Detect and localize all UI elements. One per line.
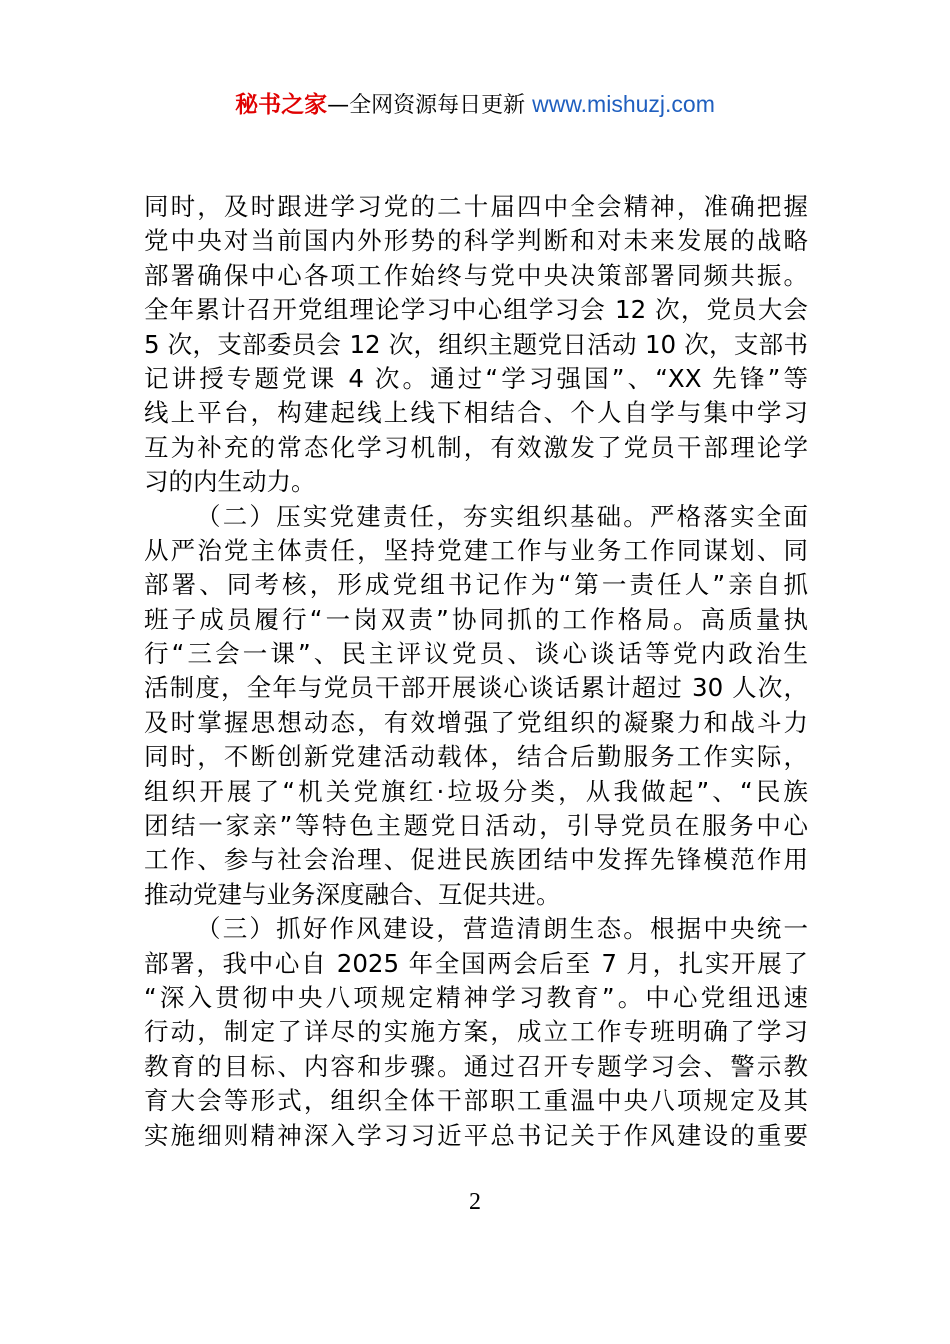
site-brand: 秘书之家: [235, 92, 328, 118]
text-line: 同时，及时跟进学习党的二十届四中全会精神，准确把握: [144, 192, 808, 221]
text-line: 教育的目标、内容和步骤。通过召开专题学习会、警示教: [144, 1051, 808, 1081]
text-line: 部署，我中心自 2025 年全国两会后至 7 月，扎实开展了: [144, 948, 808, 978]
text-line: 行“三会一课”、民主评议党员、谈心谈话等党内政治生: [144, 639, 808, 669]
site-url: www.mishuzj.com: [532, 91, 715, 117]
text-line: 工作、参与社会治理、促进民族团结中发挥先锋模范作用: [144, 845, 808, 875]
text-line: 部署确保中心各项工作始终与党中央决策部署同频共振。: [144, 260, 808, 290]
text-line: 党中央对当前国内外形势的科学判断和对未来发展的战略: [144, 226, 808, 256]
site-header: [0, 88, 950, 122]
document-body: [144, 190, 808, 1153]
section-heading-line: （二）压实党建责任，夯实组织基础。严格落实全面: [196, 501, 808, 531]
text-line: 班子成员履行“一岗双责”协同抓的工作格局。高质量执: [144, 604, 808, 634]
text-line: 全年累计召开党组理论学习中心组学习会 12 次，党员大会: [144, 295, 808, 325]
text-line: 活制度，全年与党员干部开展谈心谈话累计超过 30 人次，: [144, 673, 808, 703]
site-tagline: —全网资源每日更新: [327, 93, 533, 118]
page-number: 2: [469, 1189, 481, 1215]
text-line: 及时掌握思想动态，有效增强了党组织的凝聚力和战斗力: [144, 707, 808, 737]
text-line: 习的内生动力。: [144, 467, 316, 497]
text-line: 组织开展了“机关党旗红·垃圾分类，从我做起”、“民族: [144, 776, 808, 806]
text-line: 推动党建与业务深度融合、互促共进。: [144, 879, 561, 909]
text-line: 育大会等形式，组织全体干部职工重温中央八项规定及其: [144, 1086, 808, 1116]
text-line: 实施细则精神深入学习习近平总书记关于作风建设的重要: [144, 1120, 808, 1150]
text-line: “深入贯彻中央八项规定精神学习教育”。中心党组迅速: [144, 982, 808, 1012]
text-line: 同时，不断创新党建活动载体，结合后勤服务工作实际，: [144, 742, 808, 772]
text-line: 线上平台，构建起线上线下相结合、个人自学与集中学习: [144, 398, 808, 428]
text-line: 互为补充的常态化学习机制，有效激发了党员干部理论学: [144, 432, 808, 462]
section-heading-line: （三）抓好作风建设，营造清朗生态。根据中央统一: [196, 914, 808, 944]
text-line: 5 次，支部委员会 12 次，组织主题党日活动 10 次，支部书: [144, 329, 808, 359]
text-line: 从严治党主体责任，坚持党建工作与业务工作同谋划、同: [144, 535, 808, 565]
text-line: 记讲授专题党课 4 次。通过“学习强国”、“XX 先锋”等: [144, 363, 808, 393]
text-line: 团结一家亲”等特色主题党日活动，引导党员在服务中心: [144, 811, 808, 841]
text-line: 部署、同考核，形成党组书记作为“第一责任人”亲自抓: [144, 570, 808, 600]
text-line: 行动，制定了详尽的实施方案，成立工作专班明确了学习: [144, 1017, 808, 1047]
